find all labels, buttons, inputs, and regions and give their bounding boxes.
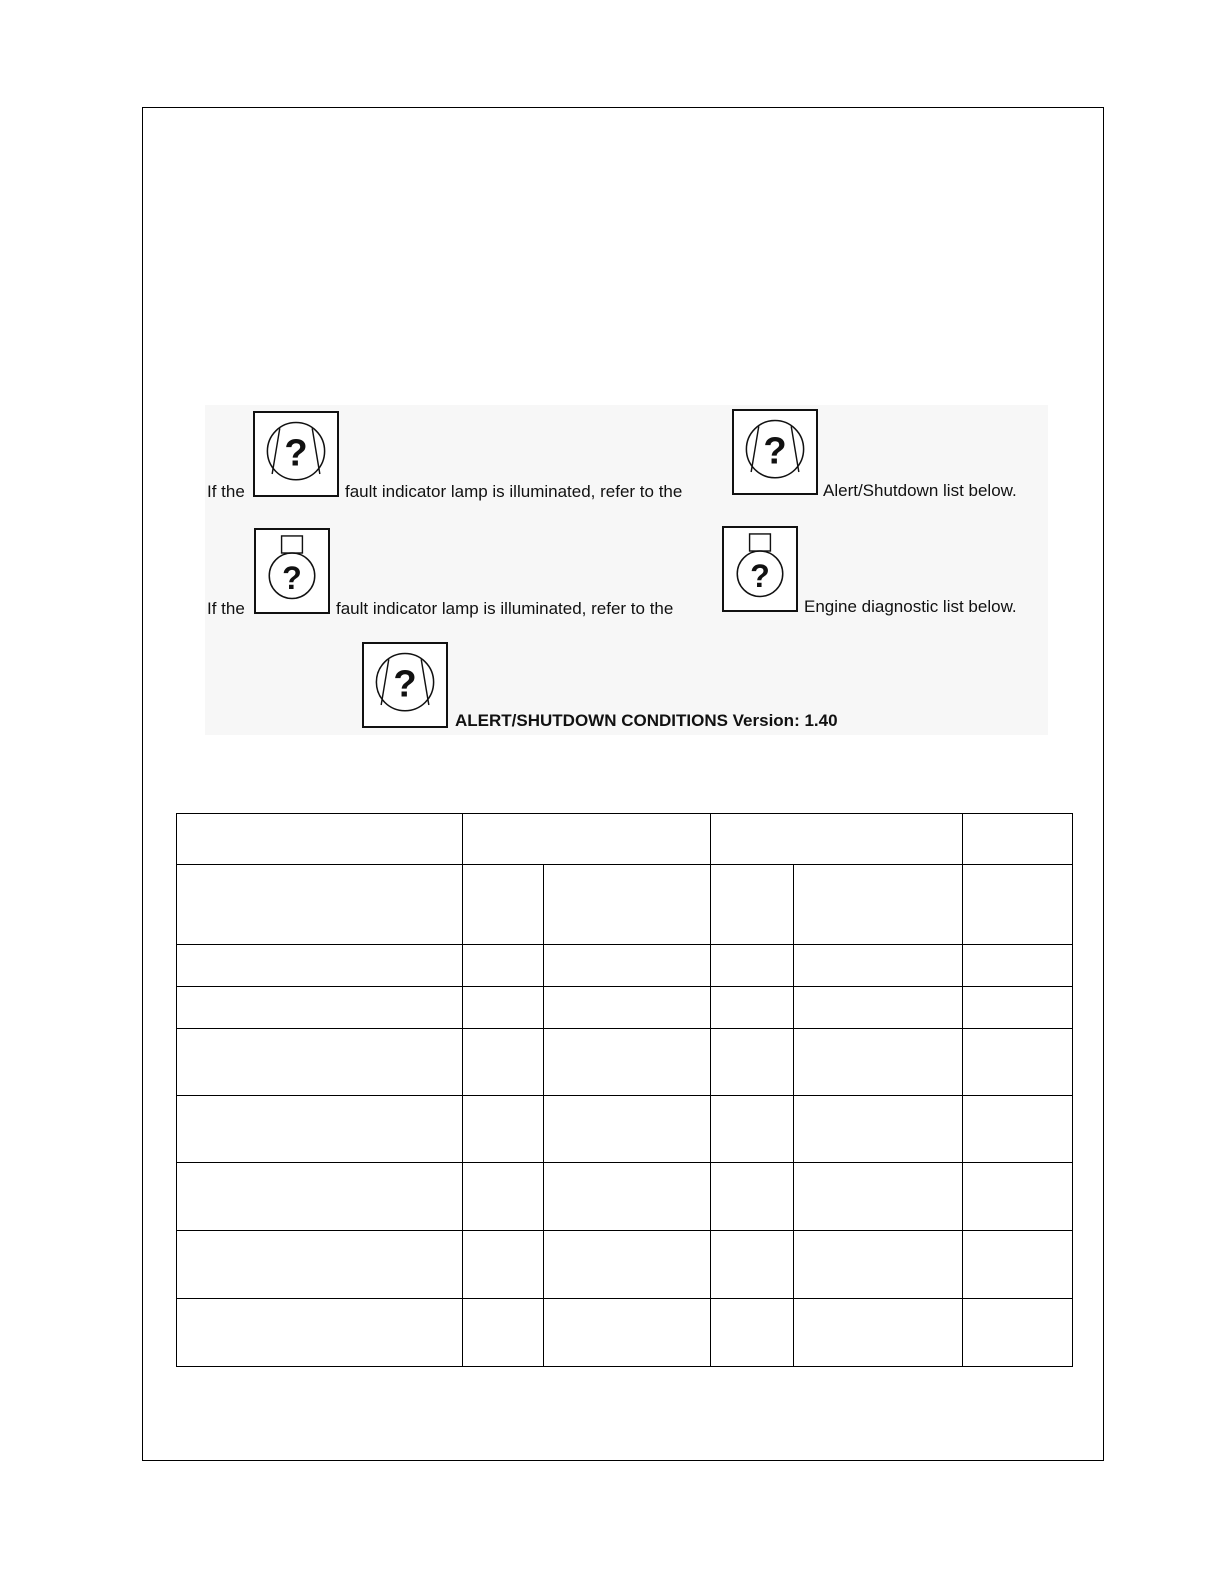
table-cell [544, 945, 711, 987]
table-cell [544, 865, 711, 945]
table-cell [794, 1096, 963, 1163]
table-cell [544, 1231, 711, 1299]
line1-middle: fault indicator lamp is illuminated, refer to the [345, 482, 683, 501]
table-cell [963, 1096, 1073, 1163]
table-cell [463, 945, 544, 987]
svg-text:?: ? [282, 560, 302, 596]
table-row [177, 945, 1073, 987]
table-cell [711, 1163, 794, 1231]
table-cell [711, 1029, 794, 1096]
alert-shutdown-lamp-icon [732, 409, 818, 495]
table-header-row [177, 814, 1073, 865]
table-cell [711, 945, 794, 987]
table-cell [963, 1163, 1073, 1231]
table-cell [963, 987, 1073, 1029]
table-row [177, 1299, 1073, 1367]
table-cell [177, 1163, 463, 1231]
table-cell [177, 1096, 463, 1163]
section-heading: ALERT/SHUTDOWN CONDITIONS Version: 1.40 [455, 711, 838, 730]
line2-middle: fault indicator lamp is illuminated, refer to the [336, 599, 674, 618]
table-cell [177, 814, 463, 865]
table-cell [794, 1029, 963, 1096]
table-cell [463, 1029, 544, 1096]
engine-diagnostic-lamp-icon [722, 526, 798, 612]
svg-text:?: ? [284, 431, 308, 475]
table-cell [794, 987, 963, 1029]
table-cell [711, 1096, 794, 1163]
table-cell [711, 1299, 794, 1367]
table-cell [463, 1163, 544, 1231]
table-row [177, 1231, 1073, 1299]
line1-suffix: Alert/Shutdown list below. [823, 481, 1017, 500]
table-cell [711, 814, 963, 865]
table-cell [711, 1231, 794, 1299]
table-cell [544, 987, 711, 1029]
table-row [177, 1029, 1073, 1096]
table-cell [544, 1096, 711, 1163]
table-cell [794, 1163, 963, 1231]
table-cell [794, 1231, 963, 1299]
table-cell [463, 814, 711, 865]
table-row [177, 1096, 1073, 1163]
table-cell [544, 1163, 711, 1231]
line2-prefix: If the [207, 599, 245, 618]
table-cell [463, 1096, 544, 1163]
instruction-panel [205, 405, 1048, 735]
line1-prefix: If the [207, 482, 245, 501]
table-cell [711, 987, 794, 1029]
table-cell [177, 1029, 463, 1096]
table-subheader-row [177, 865, 1073, 945]
table-cell [177, 987, 463, 1029]
table-cell [177, 945, 463, 987]
table-cell [794, 945, 963, 987]
table-cell [463, 987, 544, 1029]
table-cell [544, 1299, 711, 1367]
table-cell [963, 814, 1073, 865]
table-cell [177, 865, 463, 945]
table-cell [963, 1231, 1073, 1299]
table-cell [794, 1299, 963, 1367]
engine-diagnostic-lamp-icon [254, 528, 330, 614]
table-cell [544, 1029, 711, 1096]
table-cell [963, 1299, 1073, 1367]
table-cell [963, 865, 1073, 945]
alert-shutdown-table [176, 813, 1073, 1367]
table-cell [963, 945, 1073, 987]
table-row [177, 1163, 1073, 1231]
svg-text:?: ? [750, 558, 770, 594]
table-cell [177, 1299, 463, 1367]
svg-text:?: ? [393, 662, 417, 706]
table-cell [177, 1231, 463, 1299]
line2-suffix: Engine diagnostic list below. [804, 597, 1017, 616]
table-cell [711, 865, 794, 945]
alert-shutdown-lamp-icon [362, 642, 448, 728]
svg-text:?: ? [763, 429, 787, 473]
table-row [177, 987, 1073, 1029]
table-cell [963, 1029, 1073, 1096]
table-cell [463, 865, 544, 945]
table-cell [794, 865, 963, 945]
alert-shutdown-lamp-icon [253, 411, 339, 497]
table-cell [463, 1231, 544, 1299]
table-cell [463, 1299, 544, 1367]
